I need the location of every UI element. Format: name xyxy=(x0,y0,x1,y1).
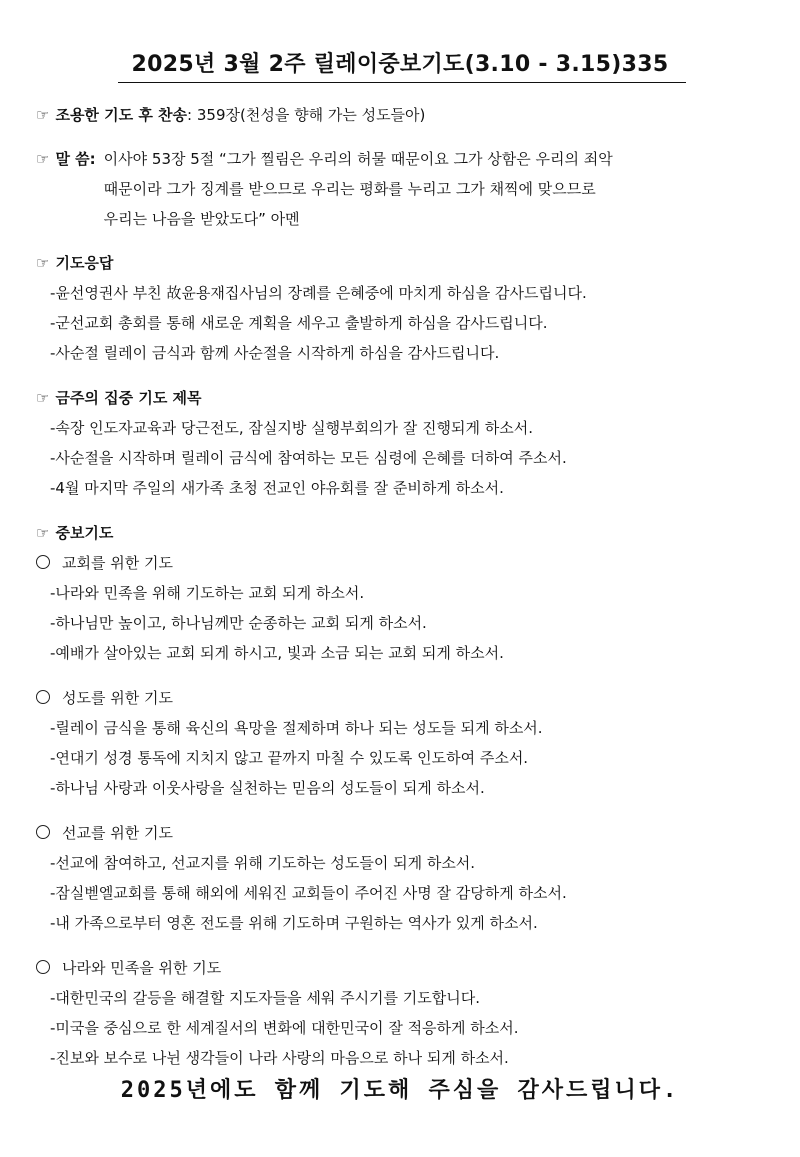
page-title: 2025년 3월 2주 릴레이중보기도(3.10 - 3.15)335 xyxy=(131,52,669,77)
list-item: -사순절을 시작하며 릴레이 금식에 참여하는 모든 심령에 은혜를 더하여 주소서. xyxy=(50,449,567,467)
list-item: -속장 인도자교육과 당근전도, 잠실지방 실행부회의가 잘 진행되게 하소서. xyxy=(50,419,534,437)
verse-section xyxy=(36,144,776,234)
prayer-group-church xyxy=(36,548,776,668)
list-item: -잠실벧엘교회를 통해 해외에 세워진 교회들이 주어진 사명 잘 감당하게 하소서. xyxy=(50,884,567,902)
answers-section xyxy=(36,248,776,368)
verse-label: 말 씀: xyxy=(55,150,96,168)
prayer-group-mission xyxy=(36,818,776,938)
list-item: -4월 마지막 주일의 새가족 초청 전교인 야유회를 잘 준비하게 하소서. xyxy=(50,479,504,497)
group-title: 나라와 민족을 위한 기도 xyxy=(62,959,222,977)
intercession-section xyxy=(36,518,776,1073)
focus-section xyxy=(36,383,776,503)
list-item: -나라와 민족을 위해 기도하는 교회 되게 하소서. xyxy=(50,584,365,602)
verse-line: 때문이라 그가 징계를 받으므로 우리는 평화를 누리고 그가 채찍에 맞으므로 xyxy=(103,180,596,198)
circle-bullet-icon xyxy=(36,555,50,569)
hymn-section xyxy=(36,100,776,130)
pointing-hand-icon: ☞ xyxy=(36,524,50,542)
closing-message: 2025년에도 함께 기도해 주심을 감사드립니다. xyxy=(120,1078,680,1103)
list-item: -미국을 중심으로 한 세계질서의 변화에 대한민국이 잘 적응하게 하소서. xyxy=(50,1019,519,1037)
prayer-group-nation xyxy=(36,953,776,1073)
pointing-hand-icon: ☞ xyxy=(36,254,50,272)
answers-heading: 기도응답 xyxy=(55,254,114,272)
circle-bullet-icon xyxy=(36,690,50,704)
list-item: -하나님만 높이고, 하나님께만 순종하는 교회 되게 하소서. xyxy=(50,614,427,632)
hymn-label: 조용한 기도 후 찬송 xyxy=(55,106,188,124)
list-item: -사순절 릴레이 금식과 함께 사순절을 시작하게 하심을 감사드립니다. xyxy=(50,344,500,362)
pointing-hand-icon: ☞ xyxy=(36,389,50,407)
title-underline xyxy=(118,82,686,83)
pointing-hand-icon: ☞ xyxy=(36,150,50,168)
list-item: -진보와 보수로 나뉜 생각들이 나라 사랑의 마음으로 하나 되게 하소서. xyxy=(50,1049,509,1067)
list-item: -예배가 살아있는 교회 되게 하시고, 빛과 소금 되는 교회 되게 하소서. xyxy=(50,644,504,662)
list-item: -내 가족으로부터 영혼 전도를 위해 기도하며 구원하는 역사가 있게 하소서. xyxy=(50,914,538,932)
hymn-text: : 359장(천성을 향해 가는 성도들아) xyxy=(187,106,426,124)
group-title: 교회를 위한 기도 xyxy=(62,554,173,572)
list-item: -군선교회 총회를 통해 새로운 계획을 세우고 출발하게 하심을 감사드립니다. xyxy=(50,314,548,332)
list-item: -연대기 성경 통독에 지치지 않고 끝까지 마칠 수 있도록 인도하여 주소서. xyxy=(50,749,529,767)
group-title: 선교를 위한 기도 xyxy=(62,824,173,842)
intercession-heading: 중보기도 xyxy=(55,524,114,542)
verse-line: 우리는 나음을 받았도다” 아멘 xyxy=(103,210,300,228)
list-item: -윤선영권사 부친 故윤용재집사님의 장례를 은혜중에 마치게 하심을 감사드립니다. xyxy=(50,284,587,302)
verse-text xyxy=(104,144,744,234)
list-item: -릴레이 금식을 통해 육신의 욕망을 절제하며 하나 되는 성도들 되게 하소서. xyxy=(50,719,543,737)
circle-bullet-icon xyxy=(36,825,50,839)
list-item: -선교에 참여하고, 선교지를 위해 기도하는 성도들이 되게 하소서. xyxy=(50,854,476,872)
verse-line: 이사야 53장 5절 “그가 찔림은 우리의 허물 때문이요 그가 상함은 우리의 죄악 xyxy=(103,150,613,168)
circle-bullet-icon xyxy=(36,960,50,974)
group-title: 성도를 위한 기도 xyxy=(62,689,173,707)
focus-heading: 금주의 집중 기도 제목 xyxy=(55,389,202,407)
pointing-hand-icon: ☞ xyxy=(36,106,50,124)
prayer-group-saints xyxy=(36,683,776,803)
list-item: -대한민국의 갈등을 해결할 지도자들을 세워 주시기를 기도합니다. xyxy=(50,989,481,1007)
prayer-content xyxy=(36,100,776,1073)
list-item: -하나님 사랑과 이웃사랑을 실천하는 믿음의 성도들이 되게 하소서. xyxy=(50,779,485,797)
